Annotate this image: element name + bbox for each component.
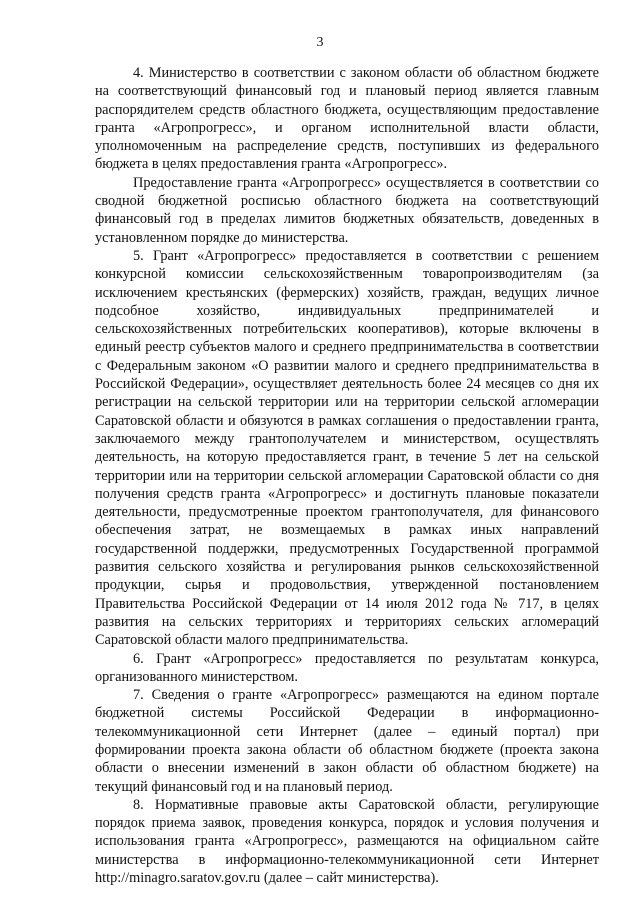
paragraph-grant-budget-schedule: Предоставление гранта «Агропрогресс» осуществляется в соответствии со сводной бюджетной росписью областного бюджета на соответствующий финансовый год в пределах лимитов бюджетных обязательств, доведенных в установленном порядке до министерства.	[95, 174, 599, 246]
paragraph-item-7-unified-portal: 7. Сведения о гранте «Агропрогресс» размещаются на едином портале бюджетной системы Российской Федерации в информационно-телекоммуникационной сети Интернет (далее – единый портал) при формировании проекта закона области об областном бюджете (проекта закона области о внесении изменений в закон области об областном бюджете) на текущий финансовый год и на плановый период.	[95, 687, 599, 795]
paragraph-item-5-grant-recipients: 5. Грант «Агропрогресс» предоставляется в соответствии с решением конкурсной комиссии сельскохозяйственным товаропроизводителям (за исключением крестьянских (фермерских) хозяйств, граждан, ведущих личное подсобное хозяйство, индивидуальных предпринимателей и сельскохозяйственных потребительских кооперативов), которые включены в единый реестр субъектов малого и среднего предпринимательства в соответствии с Федеральным законом «О развитии малого и среднего предпринимательства в Российской Федерации», осуществляет деятельность более 24 месяцев со дня их регистрации на сельской территории или на территории сельской агломерации Саратовской области и обязуются в рамках соглашения о предоставлении гранта, заключаемого между грантополучателем и министерством, осуществлять деятельность, на которую предоставляется грант, в течение 5 лет на сельской территории или на территории сельской агломерации Саратовской области со дня получения средств гранта «Агропрогресс» и достигнуть плановые показатели деятельности, предусмотренные проектом грантополучателя, для финансового обеспечения затрат, не возмещаемых в рамках иных направлений государственной поддержки, предусмотренных Государственной программой развития сельского хозяйства и регулирования рынков сельскохозяйственной продукции, сырья и продовольствия, утвержденной постановлением Правительства Российской Федерации от 14 июля 2012 года № 717, в целях развития на сельских территориях и территориях сельских агломераций Саратовской области малого предпринимательства.	[95, 247, 599, 649]
page-number: 3	[316, 35, 324, 50]
paragraph-item-6-competition: 6. Грант «Агропрогресс» предоставляется по результатам конкурса, организованного министерством.	[95, 650, 599, 685]
document-body	[95, 64, 599, 887]
paragraph-item-4-ministry-role: 4. Министерство в соответствии с законом области об областном бюджете на соответствующий финансовый год и плановый период является главным распорядителем средств областного бюджета, осуществляющим предоставление гранта «Агропрогресс», и органом исполнительной власти области, уполномоченным на распределение средств, поступивших из федерального бюджета в целях предоставления гранта «Агропрогресс».	[95, 65, 599, 173]
paragraph-item-8-regulations: 8. Нормативные правовые акты Саратовской области, регулирующие порядок приема заявок, проведения конкурса, порядок и условия получения и использования гранта «Агропрогресс», размещаются на официальном сайте министерства в информационно-телекоммуникационной сети Интернет http://minagro.saratov.gov.ru (далее – сайт министерства).	[95, 796, 599, 887]
